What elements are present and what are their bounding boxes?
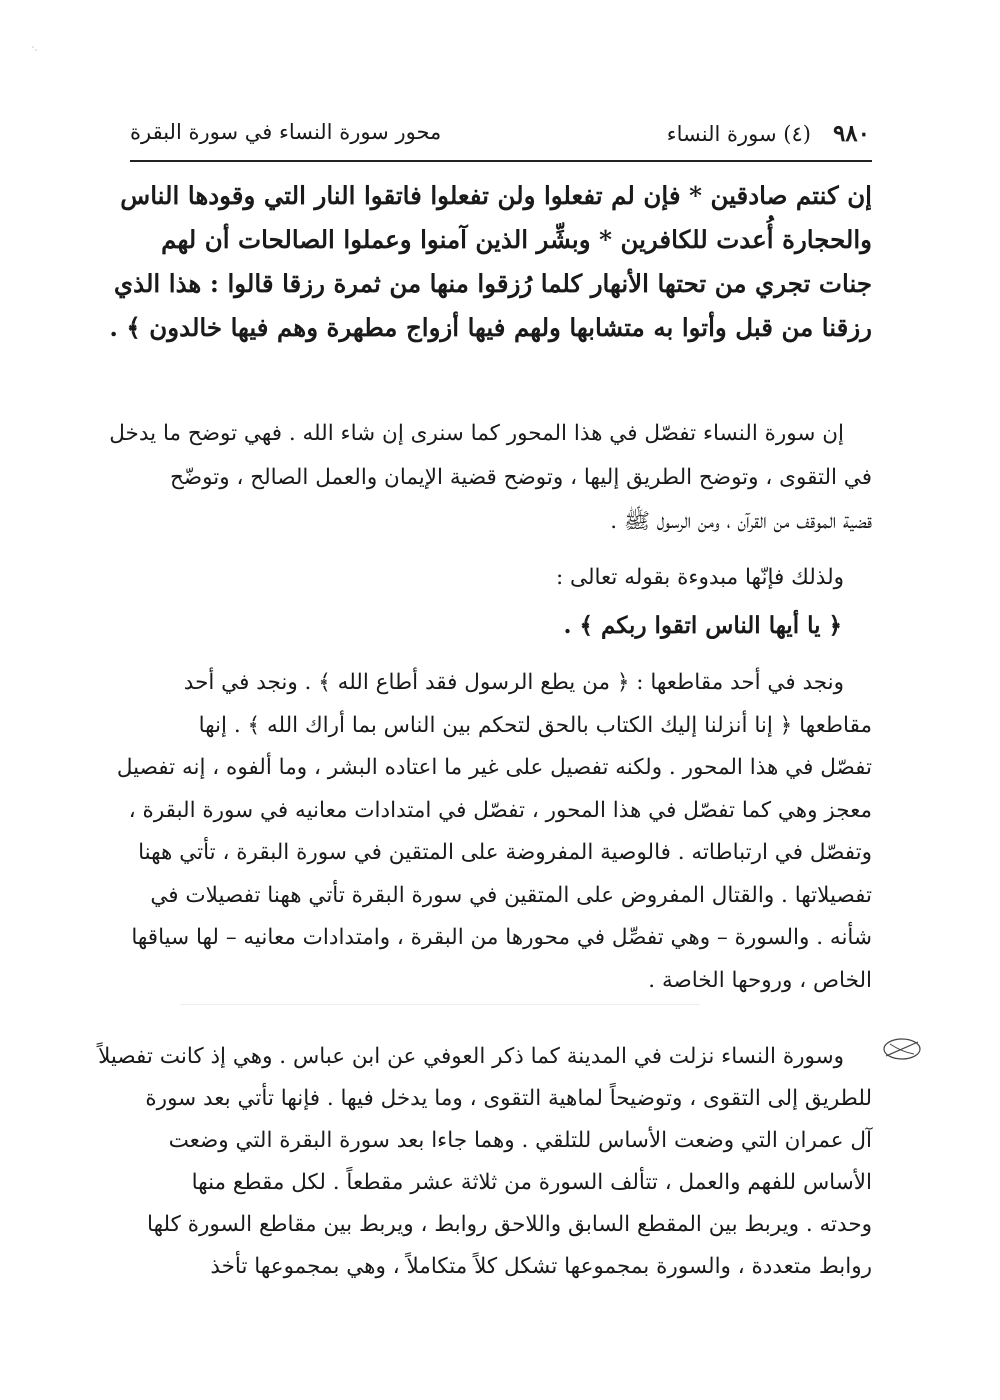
- header-right: [667, 120, 870, 147]
- text-line: قضية الموقف من القرآن ، ومن الرسول ﷺ .: [610, 509, 872, 534]
- verse-line: ﴿ يا أيها الناس اتقوا ربكم ﴾ .: [563, 612, 842, 639]
- running-title: محور سورة النساء في سورة البقرة: [130, 120, 442, 144]
- margin-ornament-icon: [880, 1036, 924, 1062]
- chapter-title: (٤) سورة النساء: [666, 122, 811, 146]
- paragraph-opening-verse: [130, 604, 872, 648]
- quran-line: إن كنتم صادقين * فإن لم تفعلوا ولن تفعلوا فاتقوا النار التي وقودها الناس: [120, 181, 872, 210]
- paragraph-surah-structure: [98, 1036, 872, 1288]
- text-line: وحدته . ويربط بين المقطع السابق واللاحق روابط ، ويربط بين مقاطع السورة كلها: [147, 1212, 872, 1237]
- text-line: آل عمران التي وضعت الأساس للتلقي . وهما جاءا بعد سورة البقرة التي وضعت: [168, 1128, 872, 1153]
- quran-line: جنات تجري من تحتها الأنهار كلما رُزقوا منها من ثمرة رزقا قالوا : هذا الذي: [113, 269, 872, 298]
- text-line: روابط متعددة ، والسورة بمجموعها تشكل كلاً متكاملاً ، وهي بمجموعها تأخذ: [210, 1254, 872, 1279]
- scan-speck-icon: [30, 44, 40, 54]
- text-line: مقاطعها ﴿ إنا أنزلنا إليك الكتاب بالحق لتحكم بين الناس بما أراك الله ﴾ . إنها: [198, 712, 872, 738]
- page-header: [130, 112, 870, 152]
- quran-excerpt: [109, 174, 872, 350]
- header-divider: [130, 160, 872, 162]
- text-line: الأساس للفهم والعمل ، تتألف السورة من ثلاثة عشر مقطعاً . لكل مقطع منها: [191, 1170, 872, 1195]
- page-number: ٩٨٠: [832, 120, 870, 147]
- text-line: شأنه . والسورة – وهي تفصِّل في محورها من البقرة ، وامتدادات معانيه – لها سياقها: [131, 925, 872, 950]
- text-line: إن سورة النساء تفصّل في هذا المحور كما سنرى إن شاء الله . فهي توضح ما يدخل: [109, 421, 844, 446]
- paragraph-opening-verse-intro: [130, 556, 872, 600]
- faint-divider: [180, 1004, 700, 1005]
- text-line: وتفصّل في ارتباطاته . فالوصية المفروضة على المتقين في سورة البقرة ، تأتي ههنا: [138, 840, 872, 865]
- text-line: وسورة النساء نزلت في المدينة كما ذكر العوفي عن ابن عباس . وهي إذ كانت تفصيلاً: [98, 1044, 844, 1069]
- quran-line: رزقنا من قبل وأتوا به متشابها ولهم فيها أزواج مطهرة وهم فيها خالدون ﴾ .: [109, 313, 872, 342]
- text-line: معجز وهي كما تفصّل في هذا المحور ، تفصّل في امتدادات معانيه في سورة البقرة ،: [128, 797, 872, 823]
- text-line: ولذلك فإنّها مبدوءة بقوله تعالى :: [555, 565, 844, 590]
- paragraph-sections: [116, 662, 872, 1002]
- paragraph-intro: [109, 412, 872, 544]
- text-line: في التقوى ، وتوضح الطريق إليها ، وتوضح قضية الإيمان والعمل الصالح ، وتوضّح: [170, 465, 872, 490]
- text-line: للطريق إلى التقوى ، وتوضيحاً لماهية التقوى ، وما يدخل فيها . فإنها تأتي بعد سورة: [145, 1086, 872, 1111]
- text-line: الخاص ، وروحها الخاصة .: [648, 967, 872, 993]
- text-line: ونجد في أحد مقاطعها : ﴿ من يطع الرسول فقد أطاع الله ﴾ . ونجد في أحد: [183, 670, 844, 695]
- text-line: تفصيلاتها . والقتال المفروض على المتقين في سورة البقرة تأتي ههنا تفصيلات في: [150, 882, 872, 908]
- quran-line: والحجارة أُعدت للكافرين * وبشِّر الذين آمنوا وعملوا الصالحات أن لهم: [161, 225, 872, 254]
- text-line: تفصّل في هذا المحور . ولكنه تفصيل على غير ما اعتاده البشر ، وما ألفوه ، إنه تفصيل: [116, 755, 872, 780]
